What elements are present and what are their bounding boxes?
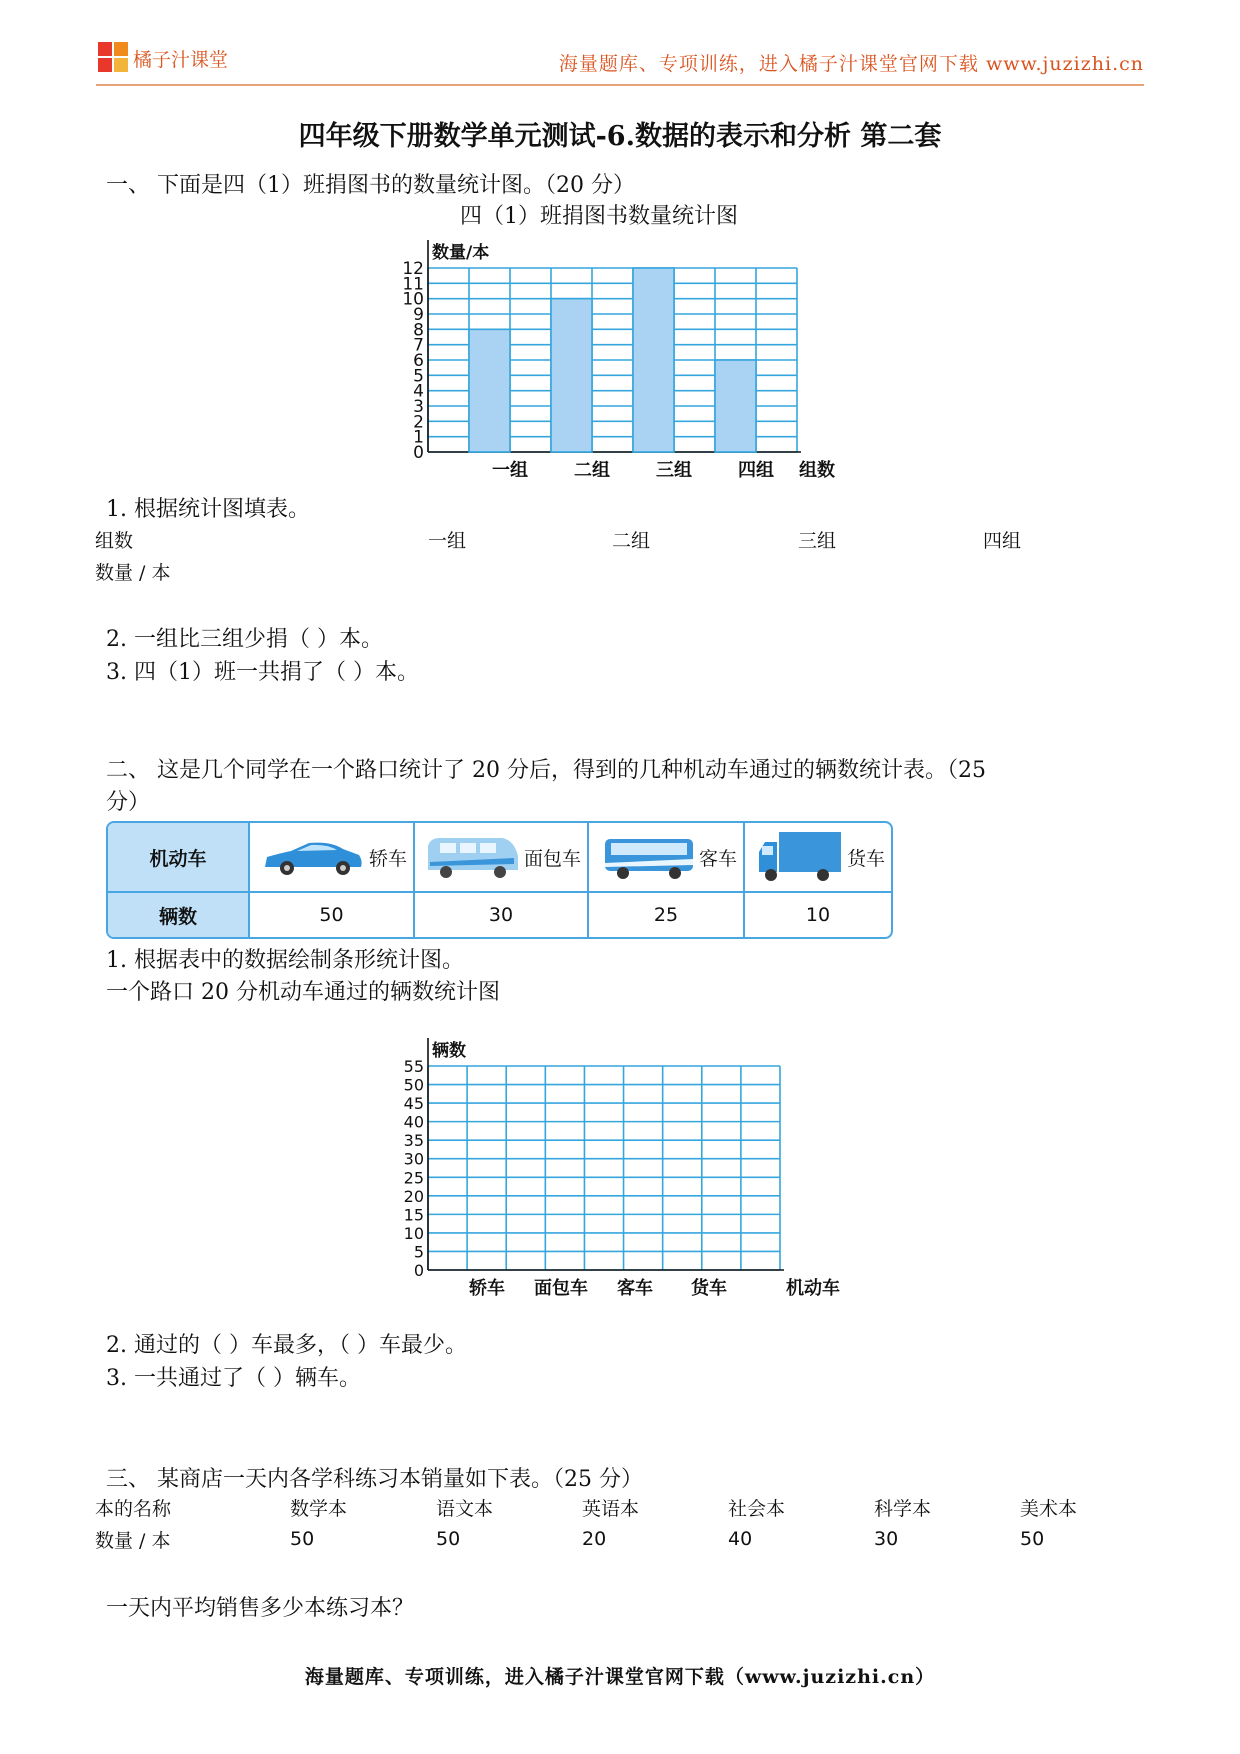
s3-header-5: 科学本: [874, 1498, 932, 1520]
y-tick-label: 20: [403, 1186, 424, 1206]
vehicle-name-truck: 货车: [846, 847, 885, 870]
bar: [715, 360, 756, 452]
s3-value-science: 30: [874, 1528, 899, 1550]
x-axis-label: 组数: [799, 460, 835, 481]
s3-header-4: 社会本: [728, 1498, 786, 1520]
footer-text: 海量题库、专项训练，进入橘子汁课堂官网下载（www.juzizhi.cn）: [304, 1666, 936, 1688]
x-axis-label: 机动车: [786, 1278, 840, 1299]
section2-heading-line2: 分）: [106, 790, 151, 815]
x-tick-label: 客车: [617, 1278, 653, 1299]
y-tick-label: 55: [403, 1057, 424, 1076]
x-tick-label: 四组: [738, 460, 774, 481]
y-tick-label: 10: [402, 289, 424, 310]
section1-heading: 一、 下面是四（1）班捐图书的数量统计图。（20 分）: [106, 173, 635, 198]
s3-header-6: 美术本: [1020, 1498, 1078, 1520]
header-divider: [96, 84, 1144, 86]
count-truck: 10: [805, 904, 831, 926]
chart1-title: 四（1）班捐图书数量统计图: [460, 204, 738, 229]
section2-heading-line1: 二、 这是几个同学在一个路口统计了 20 分后，得到的几种机动车通过的辆数统计表。（25: [106, 758, 986, 783]
vehicle-name-bus: 客车: [698, 847, 737, 870]
s1-table-header-1: 一组: [428, 530, 467, 552]
vehicle-cell-car: [250, 823, 415, 891]
y-tick-label: 10: [403, 1223, 424, 1243]
s3-question: 一天内平均销售多少本练习本？: [106, 1596, 415, 1621]
y-tick-label: 8: [413, 320, 424, 341]
y-tick-label: 1: [413, 427, 424, 448]
bar: [469, 329, 510, 452]
page-title: 四年级下册数学单元测试-6.数据的表示和分析 第二套: [298, 121, 942, 152]
x-tick-label: 轿车: [469, 1278, 505, 1299]
y-tick-label: 40: [403, 1112, 424, 1132]
s3-header-1: 数学本: [290, 1498, 348, 1520]
brand-name: 橘子汁课堂: [133, 49, 229, 71]
s3-row-label: 数量 / 本: [95, 1530, 171, 1552]
count-row-head: 辆数: [108, 893, 250, 937]
s1-question-1: 1. 根据统计图填表。: [106, 497, 310, 522]
y-tick-label: 5: [413, 1242, 424, 1262]
x-tick-label: 面包车: [534, 1278, 588, 1299]
y-tick-label: 0: [413, 1261, 424, 1280]
chart2-vehicle-count-blank: [390, 1016, 870, 1316]
y-tick-label: 45: [403, 1094, 424, 1114]
s2-question-2: 2. 通过的（ ）车最多，（ ）车最少。: [106, 1333, 467, 1358]
y-tick-label: 12: [402, 259, 424, 279]
s3-value-math: 50: [290, 1528, 315, 1550]
header-slogan: 海量题库、专项训练，进入橘子汁课堂官网下载 www.juzizhi.cn: [558, 53, 1144, 75]
s1-table-header-0: 组数: [95, 530, 134, 552]
y-tick-label: 9: [413, 305, 424, 325]
count-bus: 25: [589, 893, 745, 937]
s1-question-3: 3. 四（1）班一共捐了（ ）本。: [106, 660, 419, 685]
s3-value-english: 20: [582, 1528, 607, 1550]
y-tick-label: 2: [413, 412, 424, 433]
van-icon: [424, 834, 520, 880]
x-tick-label: 货车: [691, 1278, 727, 1299]
y-tick-label: 5: [413, 366, 424, 387]
y-tick-label: 4: [413, 381, 424, 402]
y-tick-label: 15: [403, 1205, 424, 1225]
car-icon: [261, 837, 365, 877]
y-tick-label: 25: [403, 1168, 424, 1188]
y-tick-label: 11: [402, 274, 424, 295]
y-tick-label: 50: [403, 1075, 424, 1095]
chart2-title: 一个路口 20 分机动车通过的辆数统计图: [106, 980, 500, 1005]
y-tick-label: 35: [403, 1131, 424, 1151]
s2-question-3: 3. 一共通过了（ ）辆车。: [106, 1366, 361, 1391]
y-axis-label: 数量/本: [432, 243, 490, 263]
x-tick-label: 一组: [492, 460, 528, 481]
vehicle-row: [108, 823, 891, 893]
section3-heading: 三、 某商店一天内各学科练习本销量如下表。（25 分）: [106, 1467, 643, 1492]
s2-question-1: 1. 根据表中的数据绘制条形统计图。: [106, 948, 464, 973]
chart1-book-donations: [390, 234, 850, 484]
s3-value-chinese: 50: [436, 1528, 461, 1550]
count-row: [108, 893, 891, 937]
truck-icon: [757, 830, 843, 884]
s1-table-header-3: 三组: [798, 530, 837, 552]
x-tick-label: 三组: [656, 460, 692, 481]
bar: [633, 268, 674, 452]
vehicle-name-car: 轿车: [368, 847, 407, 870]
bus-icon: [603, 833, 695, 881]
bar: [551, 299, 592, 452]
s1-table-header-2: 二组: [612, 530, 651, 552]
y-tick-label: 0: [413, 443, 424, 463]
vehicle-row-head: 机动车: [108, 823, 250, 891]
s1-table-row-label: 数量 / 本: [95, 562, 171, 584]
s3-value-social: 40: [728, 1528, 753, 1550]
brand-logo-icon: [96, 40, 130, 74]
y-tick-label: 3: [413, 397, 424, 417]
vehicle-count-table: [106, 821, 893, 939]
s1-question-2: 2. 一组比三组少捐（ ）本。: [106, 627, 383, 652]
vehicle-cell-truck: [745, 823, 891, 891]
s3-header-2: 语文本: [436, 1498, 494, 1520]
y-tick-label: 6: [413, 351, 424, 371]
count-van: 30: [415, 893, 589, 937]
s1-table-header-4: 四组: [983, 530, 1022, 552]
vehicle-cell-bus: [589, 823, 745, 891]
y-axis-label: 辆数: [432, 1041, 466, 1061]
vehicle-cell-van: [415, 823, 589, 891]
s3-value-art: 50: [1020, 1528, 1045, 1550]
y-tick-label: 30: [403, 1149, 424, 1169]
y-tick-label: 7: [413, 335, 424, 356]
x-tick-label: 二组: [574, 460, 610, 481]
vehicle-name-van: 面包车: [523, 847, 581, 870]
s3-header-3: 英语本: [582, 1498, 640, 1520]
s3-header-0: 本的名称: [95, 1498, 172, 1520]
count-car: 50: [250, 893, 415, 937]
